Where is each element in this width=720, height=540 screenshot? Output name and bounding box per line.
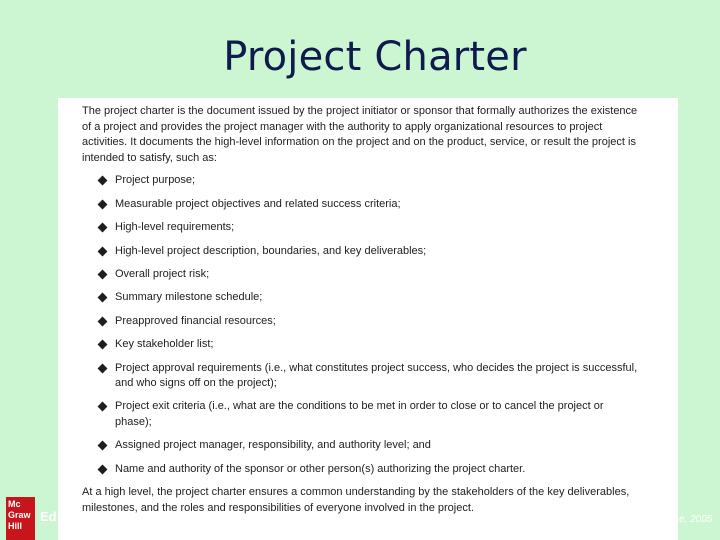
list-item-text: Summary milestone schedule; [115,291,263,304]
criteria-list [82,173,642,477]
footer-right-text: e, 2005 [679,514,713,525]
list-item-text: Project exit criteria (i.e., what are the conditions to be met in order to close or to cancel the project or phase); [115,400,604,429]
list-item [82,267,642,283]
outro-paragraph: At a high level, the project charter ensures a common understanding by the stakeholders of the key deliverables, milestones, and the roles and responsibilities of everyone involved in the project. [82,486,630,514]
list-item [82,438,642,454]
logo-line: Mc [8,499,21,509]
list-item [82,290,642,306]
diamond-bullet-icon [98,246,108,256]
diamond-bullet-icon [98,441,108,451]
diamond-bullet-icon [98,402,108,412]
list-item-text: Preapproved financial resources; [115,314,276,327]
slide-title: Project Charter [223,34,527,80]
list-item [82,462,642,478]
list-item-text: High-level project description, boundaries, and key deliverables; [115,244,427,257]
list-item [82,399,642,430]
list-item [82,220,642,236]
list-item-text: Assigned project manager, responsibility, and authority level; and [115,439,431,452]
publisher-logo [6,497,35,540]
diamond-bullet-icon [98,363,108,373]
list-item-text: Project approval requirements (i.e., what constitutes project success, who decides the project is successful, and who signs off on the project); [115,361,638,390]
logo-line: Graw [8,510,31,520]
list-item [82,361,642,392]
diamond-bullet-icon [98,464,108,474]
list-item-text: Key stakeholder list; [115,338,214,351]
logo-line: Hill [8,521,23,531]
diamond-bullet-icon [98,176,108,186]
list-item [82,173,642,189]
diamond-bullet-icon [98,199,108,209]
diamond-bullet-icon [98,223,108,233]
list-item [82,314,642,330]
list-item-text: High-level requirements; [115,221,235,234]
list-item [82,244,642,260]
diamond-bullet-icon [98,269,108,279]
document-text [82,104,642,516]
list-item-text: Project purpose; [115,174,196,187]
intro-paragraph: The project charter is the document issued by the project initiator or sponsor that formally authorizes the existence of a project and provides the project manager with the authority to apply organizational resources to project activities. It documents the high-level information on the project and on the product, service, or result the project is intended to satisfy, such as: [82,105,638,164]
list-item-text: Name and authority of the sponsor or other person(s) authorizing the project charter. [115,462,526,475]
diamond-bullet-icon [98,340,108,350]
footer-left-text: Ed [40,509,57,524]
list-item [82,337,642,353]
list-item-text: Overall project risk; [115,267,210,280]
list-item [82,197,642,213]
diamond-bullet-icon [98,293,108,303]
diamond-bullet-icon [98,316,108,326]
list-item-text: Measurable project objectives and related success criteria; [115,197,401,210]
